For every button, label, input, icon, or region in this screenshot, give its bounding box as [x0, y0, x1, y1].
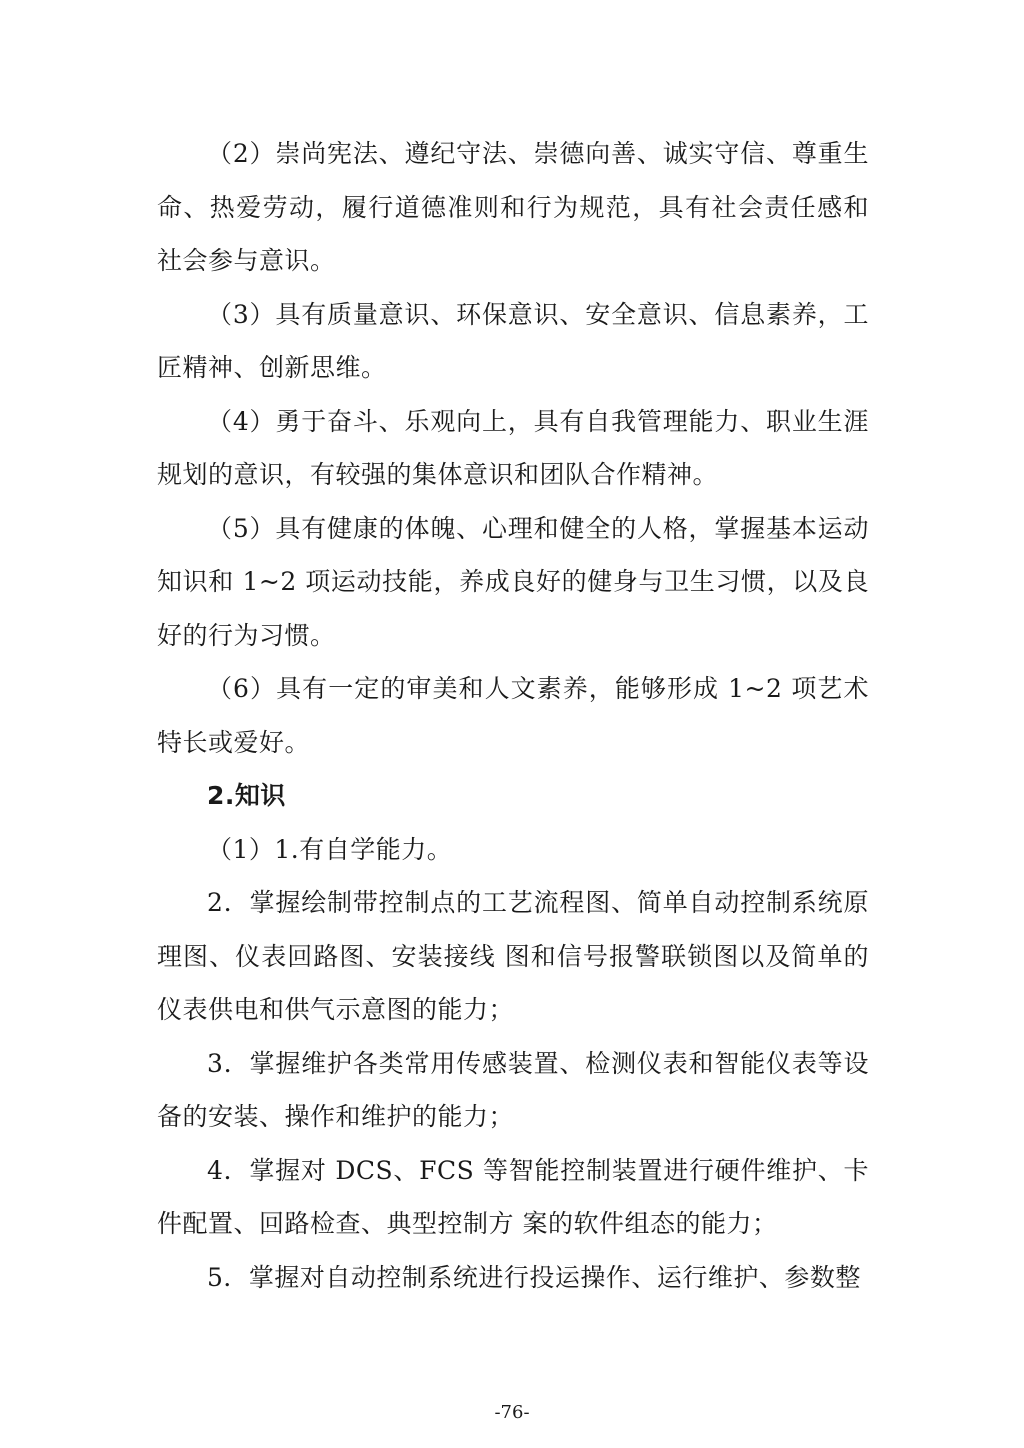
body-text: [157, 127, 869, 1304]
paragraph-quality-4: （4）勇于奋斗、乐观向上，具有自我管理能力、职业生涯规划的意识，有较强的集体意识和团队合作精神。: [157, 406, 869, 489]
paragraph-quality-5: （5）具有健康的体魄、心理和健全的人格，掌握基本运动知识和 1~2 项运动技能，养成良好的健身与卫生习惯，以及良好的行为习惯。: [157, 513, 869, 650]
page-number: -76-: [494, 1402, 530, 1423]
paragraph-quality-3: （3）具有质量意识、环保意识、安全意识、信息素养，工匠精神、创新思维。: [157, 299, 869, 382]
paragraph-knowledge-3: 3．掌握维护各类常用传感装置、检测仪表和智能仪表等设备的安装、操作和维护的能力；: [157, 1048, 869, 1131]
paragraph-knowledge-4: 4．掌握对 DCS、FCS 等智能控制装置进行硬件维护、卡件配置、回路检查、典型控制方 案的软件组态的能力；: [157, 1155, 869, 1238]
paragraph-knowledge-1: （1）1.有自学能力。: [207, 834, 453, 864]
paragraph-quality-2: （2）崇尚宪法、遵纪守法、崇德向善、诚实守信、尊重生命、热爱劳动，履行道德准则和行为规范，具有社会责任感和社会参与意识。: [157, 139, 869, 275]
paragraph-knowledge-2: 2．掌握绘制带控制点的工艺流程图、简单自动控制系统原理图、仪表回路图、安装接线 图和信号报警联锁图以及简单的仪表供电和供气示意图的能力；: [157, 888, 869, 1024]
paragraph-knowledge-5: 5．掌握对自动控制系统进行投运操作、运行维护、参数整: [207, 1262, 861, 1292]
paragraph-quality-6: （6）具有一定的审美和人文素养，能够形成 1~2 项艺术特长或爱好。: [157, 674, 869, 757]
section-heading-knowledge: 2.知识: [207, 781, 286, 810]
